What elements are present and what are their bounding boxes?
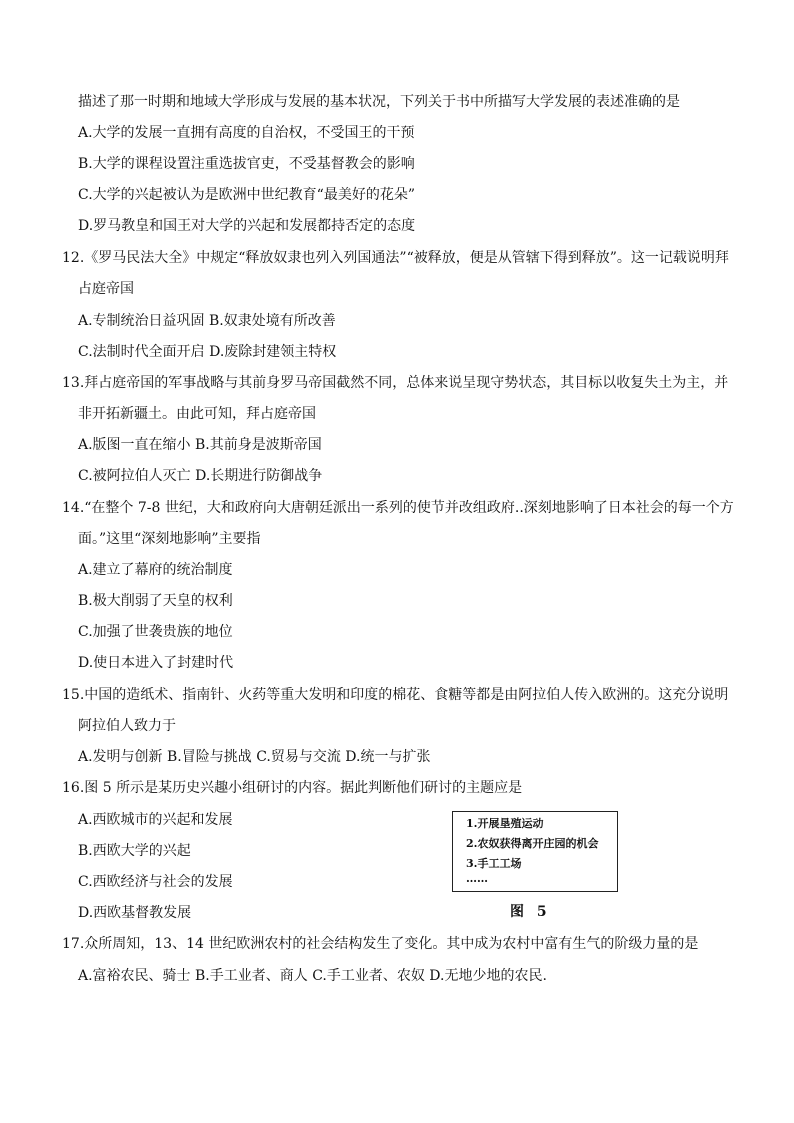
- q16-option-a: A.西欧城市的兴起和发展: [78, 812, 233, 828]
- q16-option-d: D.西欧基督教发展: [78, 905, 192, 921]
- figure-item: 2.农奴获得离开庄园的机会: [466, 837, 599, 850]
- q12-options-ab: A.专制统治日益巩固 B.奴隶处境有所改善: [78, 313, 336, 329]
- question-12-stem: 12.《罗马民法大全》中规定“释放奴隶也列入列国通法”“被释放，便是从管辖下得到释放”。这一记载说明拜: [62, 250, 729, 266]
- question-15-stem-cont: 阿拉伯人致力于: [78, 718, 176, 734]
- q14-option-c: C.加强了世袭贵族的地位: [78, 624, 233, 640]
- q11-option-d: D.罗马教皇和国王对大学的兴起和发展都持否定的态度: [78, 218, 416, 234]
- figure-5-box: [452, 811, 618, 892]
- figure-item: 1.开展垦殖运动: [466, 817, 544, 830]
- q16-option-c: C.西欧经济与社会的发展: [78, 874, 233, 890]
- question-14-stem-cont: 面。”这里“深刻地影响”主要指: [78, 531, 261, 547]
- q13-options-ab: A.版图一直在缩小 B.其前身是波斯帝国: [78, 437, 322, 453]
- figure-item: ……: [466, 872, 488, 885]
- q15-options: A.发明与创新 B.冒险与挑战 C.贸易与交流 D.统一与扩张: [78, 749, 431, 765]
- q14-option-b: B.极大削弱了天皇的权利: [78, 593, 233, 609]
- question-11-stem: 描述了那一时期和地域大学形成与发展的基本状况，下列关于书中所描写大学发展的表述准确的是: [78, 94, 680, 110]
- figure-5-caption: 图 5: [510, 904, 551, 920]
- q16-option-b: B.西欧大学的兴起: [78, 843, 191, 859]
- q14-option-a: A.建立了幕府的统治制度: [78, 562, 233, 578]
- q11-option-c: C.大学的兴起被认为是欧洲中世纪教育“最美好的花朵”: [78, 187, 415, 203]
- q17-options: A.富裕农民、骑士 B.手工业者、商人 C.手工业者、农奴 D.无地少地的农民.: [78, 968, 547, 984]
- question-13-stem-cont: 非开拓新疆土。由此可知，拜占庭帝国: [78, 406, 316, 422]
- question-14-stem: 14.“在整个 7-8 世纪，大和政府向大唐朝廷派出一系列的使节并改组政府..深刻地影响了日本社会的每一个方: [62, 500, 734, 516]
- question-13-stem: 13.拜占庭帝国的军事战略与其前身罗马帝国截然不同，总体来说呈现守势状态，其目标以收复失土为主，并: [62, 375, 729, 391]
- q14-option-d: D.使日本进入了封建时代: [78, 655, 234, 671]
- question-17-stem: 17.众所周知，13、14 世纪欧洲农村的社会结构发生了变化。其中成为农村中富有生气的阶级力量的是: [62, 936, 699, 952]
- q13-options-cd: C.被阿拉伯人灭亡 D.长期进行防御战争: [78, 468, 323, 484]
- q11-option-a: A.大学的发展一直拥有高度的自治权，不受国王的干预: [78, 125, 415, 141]
- question-16-stem: 16.图 5 所示是某历史兴趣小组研讨的内容。据此判断他们研讨的主题应是: [62, 780, 523, 796]
- q11-option-b: B.大学的课程设置注重选拔官吏，不受基督教会的影响: [78, 156, 415, 172]
- figure-item: 3.手工工场: [466, 857, 522, 870]
- question-15-stem: 15.中国的造纸术、指南针、火药等重大发明和印度的棉花、食糖等都是由阿拉伯人传入欧洲的。这充分说明: [62, 687, 729, 703]
- q12-options-cd: C.法制时代全面开启 D.废除封建领主特权: [78, 344, 337, 360]
- question-12-stem-cont: 占庭帝国: [78, 281, 134, 297]
